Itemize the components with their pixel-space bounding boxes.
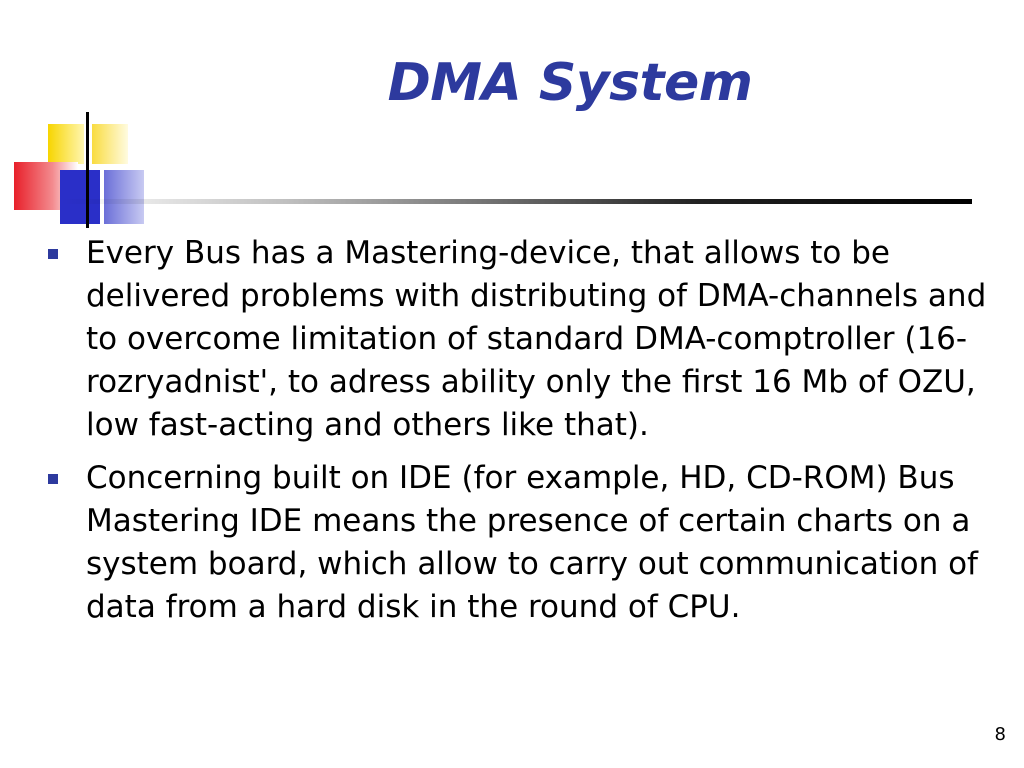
bullet-item-2 — [48, 457, 1008, 629]
square-bullet-icon — [48, 474, 58, 484]
blue-block-light — [104, 170, 144, 224]
bullet-item-1 — [48, 232, 1008, 447]
page-number: 8 — [994, 724, 1006, 745]
blue-block — [60, 170, 100, 224]
title-rule — [60, 199, 972, 204]
yellow-block-light — [92, 124, 128, 164]
color-blocks-decoration — [0, 0, 150, 230]
bullet-text-1: Every Bus has a Mastering-device, that allows to be delivered problems with distributing of DMA-channels and to overcome limitation of standard DMA-comptroller (16-rozryadnist', to adress ability only the first 16 Mb of OZU, low fast-acting and others like that). — [86, 235, 987, 443]
yellow-block — [48, 124, 84, 164]
bullet-list — [48, 232, 1008, 639]
slide-title: DMA System — [387, 53, 753, 113]
bullet-text-2: Concerning built on IDE (for example, HD, CD-ROM) Bus Mastering IDE means the presence of certain charts on a system board, which allow to carry out communication of data from a hard disk in the round of CPU. — [86, 460, 978, 625]
vertical-line — [86, 112, 89, 228]
square-bullet-icon — [48, 249, 58, 259]
